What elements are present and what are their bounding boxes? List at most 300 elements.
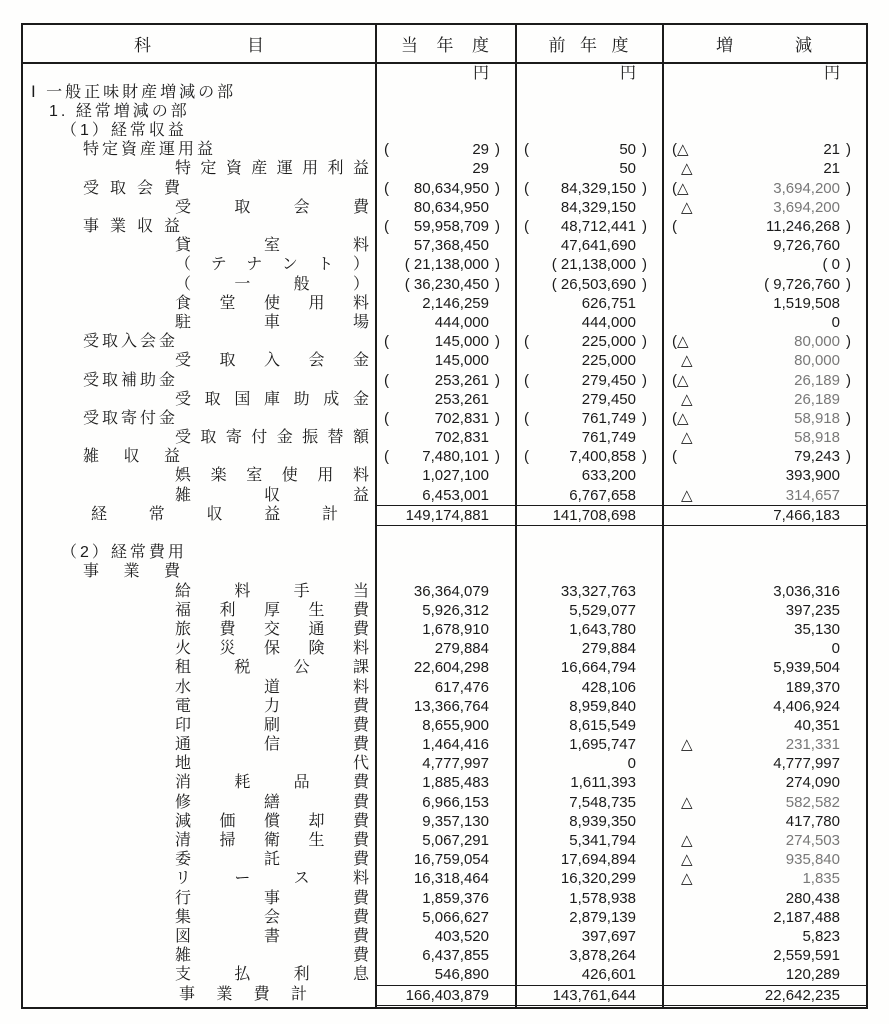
paren-close-marker xyxy=(636,716,662,735)
account-name-label: 事 業 費 xyxy=(83,563,180,581)
paren-close-marker: ) xyxy=(495,409,500,427)
current-year-value-cell xyxy=(375,793,515,812)
table-row xyxy=(23,946,866,965)
paren-close-marker xyxy=(840,64,866,83)
amount-value: 79,243 xyxy=(794,448,840,466)
account-name-cell xyxy=(23,543,375,562)
amount-value: 3,694,200 xyxy=(773,198,840,216)
previous-year-value-cell xyxy=(515,889,662,908)
previous-year-value-cell xyxy=(515,64,662,83)
paren-open-marker xyxy=(375,562,384,581)
paren-close-marker xyxy=(489,428,515,447)
table-row xyxy=(23,831,866,850)
account-name-label: 修 繕 費 xyxy=(175,793,369,811)
paren-close-marker xyxy=(489,908,515,927)
paren-open-marker xyxy=(662,965,672,984)
total-row xyxy=(23,985,866,1004)
account-name-label: 減 価 償 却 費 xyxy=(175,812,369,830)
total-row xyxy=(23,505,866,524)
table-row xyxy=(23,927,866,946)
change-value-cell xyxy=(662,889,866,908)
paren-close-marker: ) xyxy=(495,333,500,351)
paren-close-marker xyxy=(636,543,662,562)
paren-close-marker xyxy=(489,64,515,83)
paren-open-marker xyxy=(375,908,384,927)
paren-close-marker xyxy=(636,236,662,255)
account-name-cell xyxy=(23,447,375,466)
paren-close-marker xyxy=(636,294,662,313)
table-row xyxy=(23,428,866,447)
amount-value: 7,480,101 xyxy=(422,448,489,466)
amount-value: 1,611,393 xyxy=(570,774,636,792)
column-header-account xyxy=(23,25,375,62)
table-row xyxy=(23,620,866,639)
change-value-cell xyxy=(662,850,866,869)
change-value-cell xyxy=(662,946,866,965)
change-value-cell xyxy=(662,562,866,581)
paren-close-marker xyxy=(636,620,662,639)
account-name-cell xyxy=(23,601,375,620)
current-year-value-cell xyxy=(375,198,515,217)
paren-open-marker xyxy=(375,524,384,543)
previous-year-value-cell xyxy=(515,236,662,255)
previous-year-value-cell xyxy=(515,332,662,351)
current-year-value-cell xyxy=(375,505,515,526)
amount-value: 444,000 xyxy=(434,313,489,331)
paren-open-marker xyxy=(375,543,384,562)
paren-close-marker xyxy=(636,506,662,525)
paren-close-marker xyxy=(636,562,662,581)
account-name-cell xyxy=(23,965,375,984)
paren-open-marker: ( xyxy=(384,218,389,235)
amount-value: 59,958,709 xyxy=(413,218,489,235)
paren-open-marker xyxy=(662,524,672,543)
amount-value xyxy=(672,524,840,543)
paren-open-marker xyxy=(515,620,524,639)
table-row xyxy=(23,332,866,351)
current-year-value-cell xyxy=(375,620,515,639)
amount-value: 47,641,690 xyxy=(560,237,636,255)
account-name-cell xyxy=(23,428,375,447)
paren-open-marker xyxy=(375,390,384,409)
paren-open-marker xyxy=(662,275,672,294)
paren-close-marker xyxy=(840,466,866,485)
amount-value xyxy=(524,524,636,543)
change-value-cell xyxy=(662,236,866,255)
change-value-cell xyxy=(662,255,866,274)
amount-value: 5,067,291 xyxy=(422,832,489,849)
paren-open-marker: ( xyxy=(524,371,529,389)
paren-close-marker xyxy=(636,64,662,83)
amount-value: 428,106 xyxy=(581,678,636,696)
previous-year-value-cell xyxy=(515,869,662,888)
amount-value: 145,000 xyxy=(434,352,489,370)
amount-value: 80,000 xyxy=(794,352,840,370)
amount-value: 6,437,855 xyxy=(422,947,489,965)
table-row xyxy=(23,198,866,217)
change-value-cell xyxy=(662,620,866,639)
paren-open-marker: ( xyxy=(524,333,529,351)
amount-value: 1,678,910 xyxy=(422,620,489,638)
amount-value: 7,466,183 xyxy=(773,506,840,524)
paren-open-marker xyxy=(375,639,384,658)
paren-open-marker xyxy=(662,601,672,620)
account-name-label: 1. 経常増減の部 xyxy=(49,102,190,120)
paren-close-marker xyxy=(489,697,515,716)
account-name-label: 受 取 寄 付 金 振 替 額 xyxy=(175,429,369,447)
amount-value: ( 0 xyxy=(822,256,840,274)
table-row xyxy=(23,447,866,466)
current-year-value-cell xyxy=(375,639,515,658)
account-name-label: 特 定 資 産 運 用 利 益 xyxy=(175,160,369,178)
paren-open-marker xyxy=(375,506,384,525)
amount-value: 393,900 xyxy=(785,467,840,485)
previous-year-value-cell xyxy=(515,351,662,370)
paren-open-marker xyxy=(375,294,384,313)
account-name-label: （ テ ナ ン ト ） xyxy=(175,256,369,274)
amount-value: 141,708,698 xyxy=(552,506,636,524)
table-row xyxy=(23,466,866,485)
previous-year-value-cell xyxy=(515,198,662,217)
previous-year-value-cell xyxy=(515,371,662,390)
amount-value: 1,578,938 xyxy=(569,889,636,907)
paren-open-marker xyxy=(375,678,384,697)
account-name-cell xyxy=(23,466,375,485)
account-name-label: 受取入会金 xyxy=(83,333,179,351)
current-year-value-cell xyxy=(375,102,515,121)
table-row xyxy=(23,869,866,888)
paren-close-marker xyxy=(489,351,515,370)
amount-value: 13,366,764 xyxy=(413,697,489,715)
table-row xyxy=(23,812,866,831)
paren-close-marker xyxy=(840,678,866,697)
table-row xyxy=(23,390,866,409)
account-name-label: 食 堂 使 用 料 xyxy=(175,294,369,312)
paren-close-marker: ) xyxy=(495,141,500,159)
previous-year-value-cell xyxy=(515,486,662,505)
current-year-value-cell xyxy=(375,716,515,735)
account-name-cell xyxy=(23,582,375,601)
account-name-label: 支 払 利 息 xyxy=(175,966,369,984)
paren-close-marker xyxy=(840,159,866,178)
current-year-value-cell xyxy=(375,869,515,888)
paren-open-marker xyxy=(375,275,384,294)
paren-close-marker xyxy=(489,812,515,831)
paren-open-marker xyxy=(375,102,384,121)
amount-value: 1,695,747 xyxy=(569,736,636,754)
account-name-label: 受 取 会 費 xyxy=(175,198,369,216)
paren-close-marker: ) xyxy=(642,371,647,389)
paren-close-marker: ) xyxy=(642,141,647,159)
current-year-value-cell xyxy=(375,466,515,485)
amount-value: 280,438 xyxy=(785,889,840,907)
amount-value: 0 xyxy=(831,313,840,331)
paren-close-marker xyxy=(840,102,866,121)
paren-open-marker: △ xyxy=(681,352,693,370)
paren-open-marker xyxy=(375,486,384,505)
paren-open-marker xyxy=(375,255,384,274)
paren-open-marker: (△ xyxy=(672,179,689,197)
previous-year-value-cell xyxy=(515,985,662,1006)
amount-value xyxy=(524,543,636,562)
change-value-cell xyxy=(662,543,866,562)
account-name-label: 地 代 xyxy=(175,755,369,773)
amount-value: 2,146,259 xyxy=(422,294,489,312)
amount-value: 2,879,139 xyxy=(569,908,636,926)
column-header-change-label: 増 減 xyxy=(716,36,812,55)
current-year-value-cell xyxy=(375,850,515,869)
current-year-value-cell xyxy=(375,601,515,620)
current-year-value-cell xyxy=(375,486,515,505)
paren-close-marker xyxy=(489,678,515,697)
change-value-cell xyxy=(662,965,866,984)
paren-open-marker xyxy=(375,793,384,812)
paren-open-marker xyxy=(515,64,524,83)
paren-open-marker: △ xyxy=(681,160,693,178)
change-value-cell xyxy=(662,313,866,332)
paren-close-marker xyxy=(489,524,515,543)
paren-close-marker xyxy=(840,428,866,447)
change-value-cell xyxy=(662,793,866,812)
current-year-value-cell xyxy=(375,159,515,178)
paren-open-marker xyxy=(662,102,672,121)
amount-value: 6,767,658 xyxy=(569,486,636,504)
amount-value: 84,329,150 xyxy=(560,179,636,197)
current-year-value-cell xyxy=(375,946,515,965)
amount-value: 702,831 xyxy=(434,429,489,447)
previous-year-value-cell xyxy=(515,313,662,332)
paren-close-marker xyxy=(489,658,515,677)
amount-value: 58,918 xyxy=(794,409,840,427)
paren-open-marker xyxy=(515,506,524,525)
paren-open-marker xyxy=(375,754,384,773)
paren-open-marker xyxy=(375,773,384,792)
paren-open-marker: ( xyxy=(524,141,529,159)
paren-close-marker: ) xyxy=(846,218,851,235)
paren-close-marker xyxy=(840,697,866,716)
change-value-cell xyxy=(662,735,866,754)
paren-open-marker xyxy=(515,793,524,812)
change-value-cell xyxy=(662,601,866,620)
amount-value xyxy=(384,524,489,543)
paren-close-marker xyxy=(636,908,662,927)
paren-close-marker xyxy=(636,869,662,888)
current-year-value-cell xyxy=(375,582,515,601)
paren-close-marker xyxy=(636,889,662,908)
amount-value: 29 xyxy=(472,160,489,178)
amount-value: 80,634,950 xyxy=(413,179,489,197)
account-name-cell xyxy=(23,217,375,236)
account-name-cell xyxy=(23,275,375,294)
previous-year-value-cell xyxy=(515,255,662,274)
paren-close-marker xyxy=(840,601,866,620)
paren-close-marker xyxy=(840,121,866,140)
account-name-cell xyxy=(23,371,375,390)
amount-value: 5,926,312 xyxy=(422,601,489,619)
paren-close-marker: ) xyxy=(495,218,500,235)
amount-value: ( 36,230,450 xyxy=(404,275,489,293)
current-year-value-cell xyxy=(375,121,515,140)
amount-value: ( 21,138,000 xyxy=(551,256,636,274)
current-year-value-cell xyxy=(375,697,515,716)
column-header-current-year-label: 当 年 度 xyxy=(401,36,489,55)
paren-close-marker xyxy=(840,294,866,313)
paren-close-marker xyxy=(636,831,662,850)
paren-close-marker xyxy=(636,697,662,716)
change-value-cell xyxy=(662,773,866,792)
current-year-value-cell xyxy=(375,179,515,198)
paren-open-marker xyxy=(375,735,384,754)
account-name-label: 印 刷 費 xyxy=(175,716,369,734)
paren-close-marker: ) xyxy=(495,448,500,466)
account-name-label: 租 税 公 課 xyxy=(175,659,369,677)
change-value-cell xyxy=(662,371,866,390)
change-value-cell xyxy=(662,716,866,735)
previous-year-value-cell xyxy=(515,409,662,428)
paren-open-marker xyxy=(375,620,384,639)
paren-open-marker xyxy=(662,812,672,831)
paren-open-marker: ( xyxy=(384,141,389,159)
current-year-value-cell xyxy=(375,754,515,773)
paren-close-marker xyxy=(636,601,662,620)
amount-value: 1,643,780 xyxy=(569,620,636,638)
paren-open-marker xyxy=(375,850,384,869)
paren-close-marker xyxy=(840,850,866,869)
paren-close-marker xyxy=(489,735,515,754)
change-value-cell xyxy=(662,582,866,601)
account-name-label: 委 託 費 xyxy=(175,851,369,869)
paren-open-marker xyxy=(375,83,384,102)
paren-close-marker xyxy=(489,793,515,812)
paren-open-marker xyxy=(662,908,672,927)
current-year-value-cell xyxy=(375,965,515,984)
paren-close-marker xyxy=(636,793,662,812)
previous-year-value-cell xyxy=(515,620,662,639)
amount-value: 231,331 xyxy=(785,736,840,754)
amount-value: 26,189 xyxy=(794,390,840,408)
paren-close-marker xyxy=(840,927,866,946)
paren-open-marker: △ xyxy=(681,198,693,216)
amount-value: 50 xyxy=(619,141,636,159)
paren-close-marker xyxy=(636,121,662,140)
paren-open-marker: ( xyxy=(384,409,389,427)
current-year-value-cell xyxy=(375,428,515,447)
previous-year-value-cell xyxy=(515,793,662,812)
previous-year-value-cell xyxy=(515,658,662,677)
current-year-value-cell xyxy=(375,294,515,313)
table-row xyxy=(23,658,866,677)
paren-close-marker xyxy=(840,620,866,639)
amount-value: 7,548,735 xyxy=(569,793,636,811)
paren-close-marker xyxy=(489,716,515,735)
account-name-cell xyxy=(23,332,375,351)
table-row xyxy=(23,524,866,543)
paren-open-marker xyxy=(375,965,384,984)
current-year-value-cell xyxy=(375,812,515,831)
change-value-cell xyxy=(662,447,866,466)
amount-value: 274,503 xyxy=(785,832,840,849)
account-name-cell xyxy=(23,620,375,639)
account-name-cell xyxy=(23,102,375,121)
paren-close-marker: ) xyxy=(642,275,647,293)
paren-close-marker: ) xyxy=(495,179,500,197)
previous-year-value-cell xyxy=(515,965,662,984)
amount-value: 143,761,644 xyxy=(552,986,636,1004)
table-row xyxy=(23,754,866,773)
paren-close-marker xyxy=(840,83,866,102)
account-name-cell xyxy=(23,639,375,658)
paren-close-marker xyxy=(840,889,866,908)
account-name-cell xyxy=(23,850,375,869)
amount-value: 120,289 xyxy=(785,966,840,984)
account-name-label: 駐 車 場 xyxy=(175,313,369,331)
account-name-label: 火 災 保 険 料 xyxy=(175,640,369,658)
paren-open-marker xyxy=(375,313,384,332)
current-year-value-cell xyxy=(375,332,515,351)
amount-value: 314,657 xyxy=(785,486,840,504)
account-name-label: （ 一 般 ） xyxy=(175,275,369,293)
table-row xyxy=(23,313,866,332)
previous-year-value-cell xyxy=(515,140,662,159)
account-name-cell xyxy=(23,985,375,1006)
amount-value: 702,831 xyxy=(434,409,489,427)
paren-open-marker xyxy=(662,927,672,946)
account-name-cell xyxy=(23,524,375,543)
paren-close-marker xyxy=(840,812,866,831)
paren-close-marker xyxy=(840,562,866,581)
paren-open-marker xyxy=(515,773,524,792)
amount-value: 3,036,316 xyxy=(773,582,840,600)
paren-open-marker xyxy=(515,351,524,370)
amount-value: 253,261 xyxy=(434,390,489,408)
amount-value: 397,235 xyxy=(785,601,840,619)
change-value-cell xyxy=(662,678,866,697)
paren-close-marker xyxy=(636,812,662,831)
paren-close-marker: ) xyxy=(495,256,500,274)
paren-open-marker xyxy=(375,121,384,140)
amount-value: 9,357,130 xyxy=(422,812,489,830)
paren-close-marker xyxy=(489,986,515,1005)
paren-close-marker xyxy=(840,543,866,562)
account-name-label: 特定資産運用益 xyxy=(83,141,217,159)
paren-close-marker xyxy=(489,639,515,658)
paren-close-marker: ) xyxy=(642,256,647,274)
paren-close-marker xyxy=(636,390,662,409)
paren-open-marker xyxy=(662,754,672,773)
amount-value: 1,519,508 xyxy=(773,294,840,312)
amount-value: 4,777,997 xyxy=(422,755,489,773)
current-year-value-cell xyxy=(375,83,515,102)
amount-value: 1,835 xyxy=(802,870,840,888)
account-name-label: 給 料 手 当 xyxy=(175,582,369,600)
paren-close-marker xyxy=(840,908,866,927)
table-row xyxy=(23,908,866,927)
table-row xyxy=(23,217,866,236)
paren-close-marker xyxy=(636,850,662,869)
account-name-label: 受 取 会 費 xyxy=(83,179,180,197)
current-year-value-cell xyxy=(375,658,515,677)
amount-value: 7,400,858 xyxy=(569,448,636,466)
paren-open-marker: △ xyxy=(681,486,693,504)
paren-open-marker xyxy=(515,735,524,754)
paren-open-marker xyxy=(515,601,524,620)
paren-open-marker: ( xyxy=(524,179,529,197)
paren-open-marker xyxy=(662,658,672,677)
paren-open-marker xyxy=(662,986,672,1005)
account-name-cell xyxy=(23,198,375,217)
paren-open-marker xyxy=(662,83,672,102)
account-name-cell xyxy=(23,927,375,946)
